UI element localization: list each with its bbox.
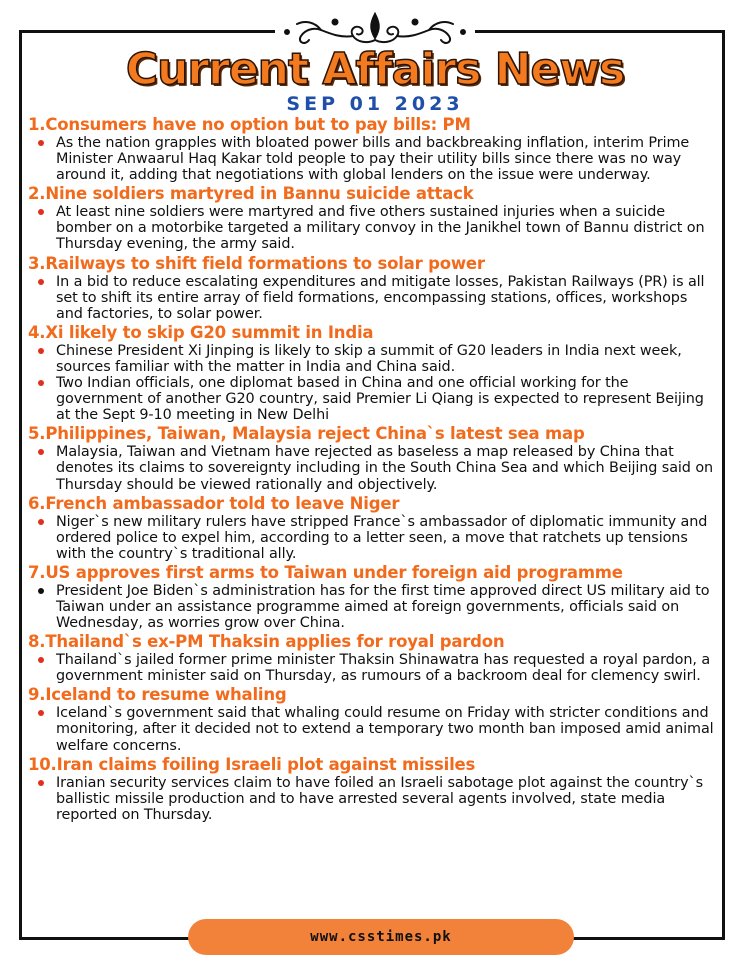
news-bullet	[28, 705, 718, 753]
news-bullet	[28, 444, 718, 492]
news-list	[28, 114, 718, 823]
bullet-dot-icon	[38, 449, 44, 455]
news-bullet	[28, 514, 718, 562]
news-item	[28, 631, 718, 684]
news-bullet	[28, 375, 718, 423]
news-headline: 9.Iceland to resume whaling	[28, 685, 287, 705]
bullet-text: Niger`s new military rulers have stripped France`s ambassador of diplomatic immunity and ordered police to expel him, according to a letter seen, a move that ratchets up tensions with the country`s traditional ally.	[56, 513, 708, 562]
bullet-text: At least nine soldiers were martyred and five others sustained injuries when a suicide bomber on a motorbike targeted a military convoy in the Janikhel town of Bannu district on Thursday evening, the army said.	[56, 204, 705, 253]
bullet-dot-icon	[38, 348, 44, 354]
bullet-dot-icon	[38, 209, 44, 215]
bullet-dot-icon	[38, 519, 44, 525]
news-headline: 10.Iran claims foiling Israeli plot against missiles	[28, 754, 476, 774]
website-link[interactable]: www.csstimes.pk	[188, 919, 574, 955]
news-item	[28, 423, 718, 492]
news-headline: 4.Xi likely to skip G20 summit in India	[28, 322, 374, 342]
issue-date: SEP 01 2023	[286, 93, 464, 115]
bullet-dot-icon	[38, 588, 44, 594]
news-bullet	[28, 343, 718, 375]
news-headline: 3.Railways to shift field formations to solar power	[28, 253, 485, 273]
news-headline: 2.Nine soldiers martyred in Bannu suicide attack	[28, 184, 474, 204]
bullet-dot-icon	[38, 780, 44, 786]
news-headline: 6.French ambassador told to leave Niger	[28, 493, 400, 513]
news-bullet	[28, 135, 718, 183]
news-item	[28, 754, 718, 823]
bullet-dot-icon	[38, 380, 44, 386]
news-item	[28, 562, 718, 631]
bullet-text: Chinese President Xi Jinping is likely to skip a summit of G20 leaders in India next week, sources familiar with the matter in India and China said.	[56, 342, 682, 375]
news-item	[28, 684, 718, 753]
bullet-dot-icon	[38, 140, 44, 146]
news-item	[28, 493, 718, 562]
bullet-text: Two Indian officials, one diplomat based in China and one official working for the government of another G20 country, said Premier Li Qiang is expected to represent Beijing at the Sept 9-10 meeting in New Delhi	[56, 375, 704, 424]
news-item	[28, 183, 718, 252]
news-item	[28, 253, 718, 322]
bullet-text: Malaysia, Taiwan and Vietnam have rejected as baseless a map released by China that denotes its claims to sovereignty including in the South China Sea and which Beijing said on Thursday should be viewed rationally and objectively.	[56, 444, 714, 493]
news-headline: 1.Consumers have no option but to pay bills: PM	[28, 115, 471, 134]
page-title: Current Affairs News	[125, 44, 625, 95]
news-item	[28, 322, 718, 423]
bullet-dot-icon	[38, 657, 44, 663]
bullet-text: President Joe Biden`s administration has for the first time approved direct US military aid to Taiwan under an assistance programme aimed at foreign governments, officials said on Wednesday, as worries grow over China.	[56, 582, 710, 632]
bullet-text: Iranian security services claim to have foiled an Israeli sabotage plot against the country`s ballistic missile production and to have arrested several agents involved, state media reported on Thursday.	[56, 774, 703, 823]
news-bullet	[28, 204, 718, 252]
bullet-text: In a bid to reduce escalating expenditures and mitigate losses, Pakistan Railways (PR) is all set to shift its entire array of field formations, encompassing stations, offices, workshops and factories, to solar power.	[56, 273, 705, 322]
news-headline: 5.Philippines, Taiwan, Malaysia reject China`s latest sea map	[28, 424, 585, 444]
news-bullet	[28, 775, 718, 823]
news-bullet	[28, 583, 718, 631]
bullet-text: As the nation grapples with bloated power bills and backbreaking inflation, interim Prime Minister Anwaarul Haq Kakar told people to pay their utility bills since there was no way around it, adding that negotiations with global lenders on the issue were underway.	[56, 135, 690, 184]
bullet-dot-icon	[38, 279, 44, 285]
bullet-dot-icon	[38, 710, 44, 716]
bullet-text: Iceland`s government said that whaling could resume on Friday with stricter conditions and monitoring, after it decided not to extend a temporary two month ban imposed amid animal welfare concerns.	[56, 705, 714, 754]
news-bullet	[28, 274, 718, 322]
news-bullet	[28, 652, 718, 684]
news-item	[28, 114, 718, 183]
bullet-text: Thailand`s jailed former prime minister Thaksin Shinawatra has requested a royal pardon, a government minister said on Thursday, as rumours of a backroom deal for clemency swirl.	[56, 652, 711, 685]
news-headline: 8.Thailand`s ex-PM Thaksin applies for royal pardon	[28, 632, 505, 652]
news-headline: 7.US approves first arms to Taiwan under foreign aid programme	[28, 562, 623, 582]
